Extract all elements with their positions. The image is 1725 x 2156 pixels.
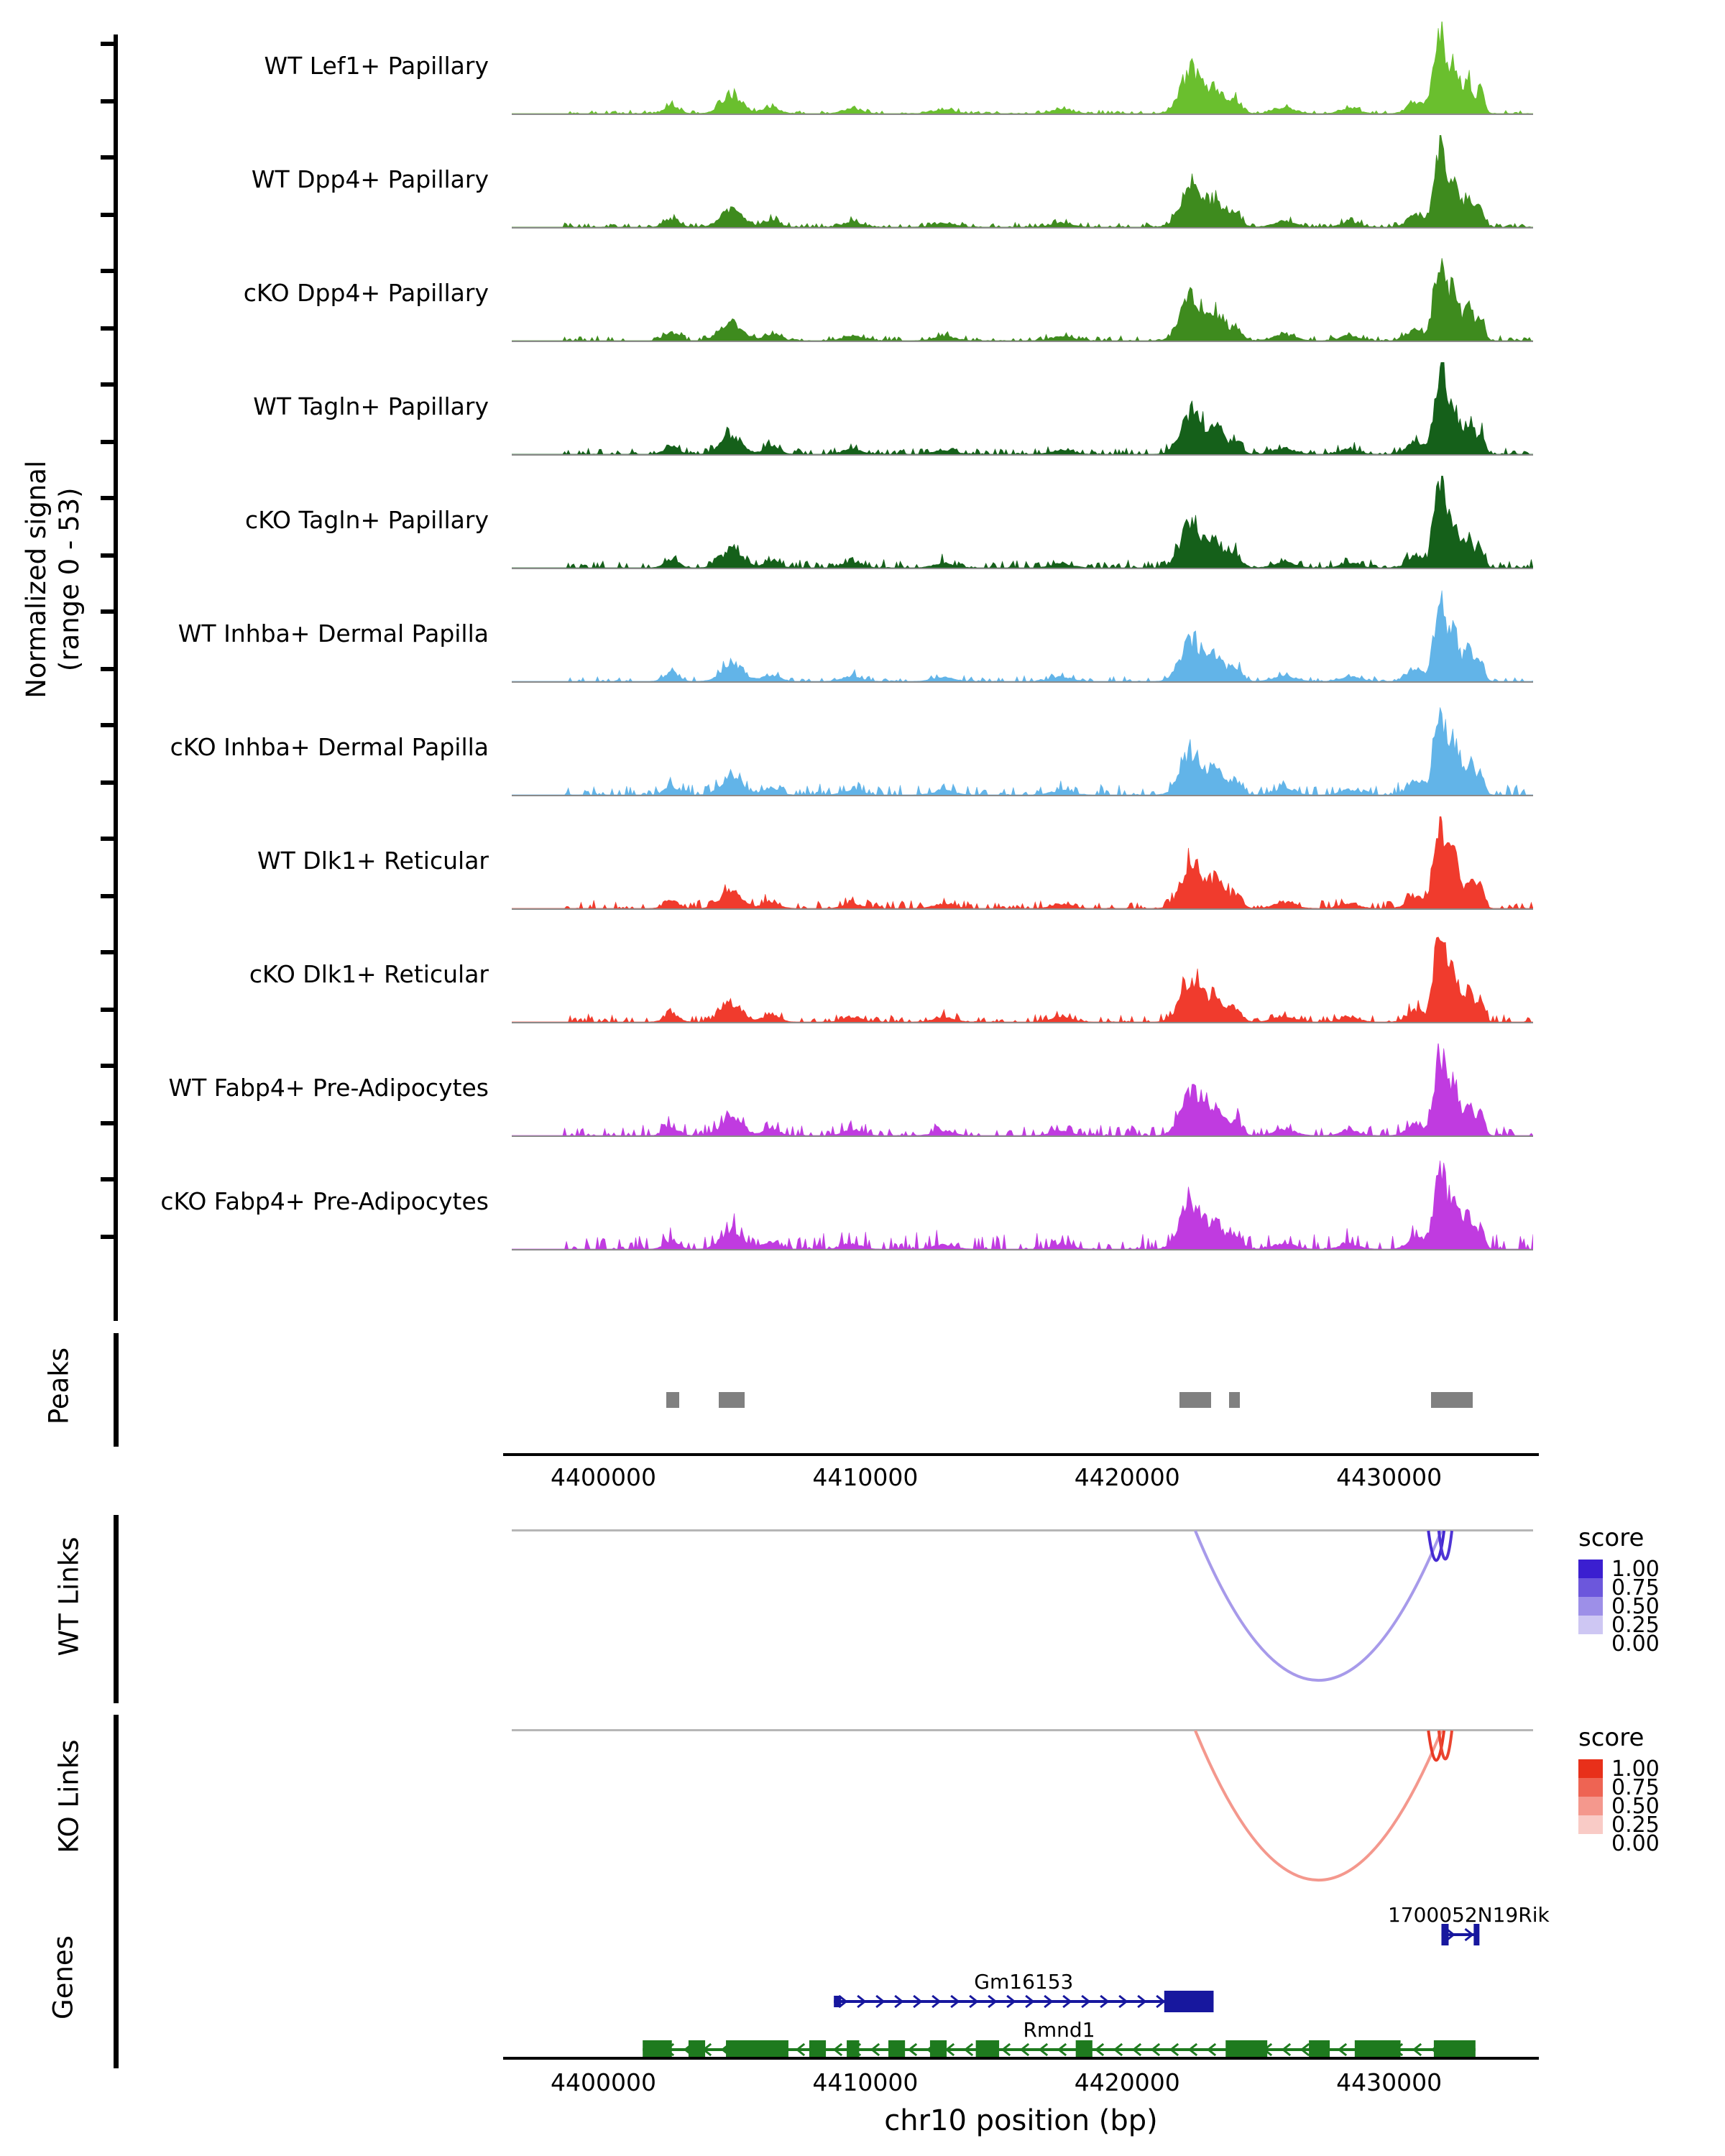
- legend-label: 0.25: [1611, 1812, 1660, 1838]
- coverage-track-baseline: [512, 454, 1533, 456]
- legend-label: 1.00: [1611, 1756, 1660, 1782]
- legend-swatch: [1578, 1815, 1603, 1834]
- legend-swatch: [1578, 1778, 1603, 1797]
- coverage-track-plot: [512, 1157, 1533, 1258]
- coverage-track-baseline: [512, 1135, 1533, 1137]
- coverage-track-label: WT Lef1+ Papillary: [264, 52, 489, 80]
- legend-label: 0.00: [1611, 1830, 1660, 1856]
- coverage-track: [0, 362, 1725, 476]
- coverage-track: [0, 1044, 1725, 1157]
- x-axis-tick-label: 4430000: [1336, 2068, 1443, 2096]
- wt-links-legend-title: score: [1578, 1524, 1644, 1552]
- coverage-track: [0, 135, 1725, 249]
- coverage-axis-tick: [101, 440, 118, 444]
- coverage-track-label: WT Tagln+ Papillary: [253, 392, 489, 420]
- coverage-axis-tick: [101, 894, 118, 898]
- x-axis-tick-label: 4410000: [812, 2068, 919, 2096]
- peak-region: [1179, 1392, 1211, 1408]
- coverage-track: [0, 930, 1725, 1044]
- wt-links-axis-bar: [114, 1515, 119, 1703]
- coverage-track-baseline: [512, 681, 1533, 683]
- coverage-axis-tick: [101, 382, 118, 387]
- legend-label: 0.00: [1611, 1631, 1660, 1657]
- ko-links-plot: [512, 1709, 1533, 1909]
- ko-links-panel: [0, 1709, 1725, 1909]
- coverage-track: [0, 589, 1725, 703]
- coverage-track-baseline: [512, 908, 1533, 910]
- coverage-track-baseline: [512, 341, 1533, 342]
- coverage-axis-tick: [101, 213, 118, 217]
- peaks-axis-bar: [114, 1333, 119, 1447]
- peak-region: [1431, 1392, 1473, 1408]
- coverage-track-plot: [512, 589, 1533, 690]
- genes-panel-label: Genes: [47, 1935, 79, 2019]
- legend-swatch: [1578, 1834, 1603, 1853]
- peaks-panel: [0, 1326, 1725, 1455]
- x-axis-tick-label: 4400000: [551, 1463, 656, 1491]
- coverage-track-label: cKO Fabp4+ Pre-Adipocytes: [160, 1187, 489, 1215]
- coverage-track-baseline: [512, 114, 1533, 115]
- coverage-axis-tick: [101, 269, 118, 273]
- gene-label: 1700052N19Rik: [1387, 1903, 1550, 1927]
- coverage-panel: [0, 22, 1725, 1322]
- x-axis-tick-label: 4420000: [1074, 2068, 1180, 2096]
- coverage-track-label: cKO Inhba+ Dermal Papilla: [170, 733, 489, 761]
- ko-links-legend-title: score: [1578, 1723, 1644, 1752]
- wt-links-legend: [1578, 1524, 1725, 1657]
- coverage-track: [0, 1157, 1725, 1271]
- legend-label: 0.50: [1611, 1793, 1660, 1819]
- coverage-track-plot: [512, 476, 1533, 576]
- peaks-panel-label: Peaks: [43, 1347, 75, 1425]
- coverage-track-baseline: [512, 1249, 1533, 1250]
- coverage-axis-tick: [101, 609, 118, 614]
- peak-region: [666, 1392, 679, 1408]
- legend-swatch: [1578, 1759, 1603, 1778]
- gene-label: Gm16153: [974, 1970, 1074, 1994]
- x-axis-tick-label: 4410000: [812, 1463, 919, 1491]
- coverage-axis-tick: [101, 553, 118, 558]
- genes-axis-bar: [114, 1903, 119, 2068]
- legend-swatch: [1578, 1634, 1603, 1653]
- coverage-track-baseline: [512, 227, 1533, 229]
- coverage-track-label: WT Fabp4+ Pre-Adipocytes: [168, 1074, 489, 1102]
- wt-links-plot: [512, 1509, 1533, 1709]
- coverage-axis-tick: [101, 950, 118, 954]
- legend-swatch: [1578, 1578, 1603, 1597]
- ko-links-panel-label: KO Links: [53, 1739, 85, 1853]
- legend-swatch: [1578, 1560, 1603, 1578]
- coverage-track-label: cKO Tagln+ Papillary: [245, 506, 489, 534]
- coverage-track: [0, 703, 1725, 816]
- x-axis-title: chr10 position (bp): [884, 2104, 1158, 2137]
- ko-links-axis-bar: [114, 1715, 119, 1903]
- wt-links-panel-label: WT Links: [53, 1537, 85, 1657]
- coverage-track-label: WT Dpp4+ Papillary: [251, 165, 489, 193]
- coverage-axis-tick: [101, 42, 118, 46]
- coverage-axis-tick: [101, 1235, 118, 1239]
- bottom-axis-ticks: [0, 2064, 1725, 2097]
- coverage-axis-tick: [101, 667, 118, 671]
- coverage-track-label: WT Dlk1+ Reticular: [257, 847, 489, 875]
- x-axis-tick-label: 4430000: [1336, 1463, 1443, 1491]
- coverage-axis-title-range: (range 0 - 53): [54, 487, 85, 672]
- coverage-axis-tick: [101, 99, 118, 103]
- bottom-axis-line: [0, 2057, 1725, 2060]
- coverage-axis-tick: [101, 496, 118, 500]
- gene-label: Rmnd1: [1023, 2018, 1095, 2042]
- coverage-track-plot: [512, 930, 1533, 1031]
- coverage-track-plot: [512, 362, 1533, 463]
- peak-region: [719, 1392, 745, 1408]
- coverage-track: [0, 816, 1725, 930]
- legend-label: 0.75: [1611, 1575, 1660, 1600]
- coverage-track-label: cKO Dpp4+ Papillary: [243, 279, 489, 307]
- coverage-axis-tick: [101, 155, 118, 160]
- peak-region: [1229, 1392, 1240, 1408]
- coverage-track: [0, 476, 1725, 589]
- legend-label: 0.50: [1611, 1593, 1660, 1619]
- coverage-track-plot: [512, 816, 1533, 917]
- legend-entry: [1578, 1830, 1725, 1856]
- coverage-track-plot: [512, 135, 1533, 236]
- peaks-lane: [512, 1392, 1533, 1408]
- coverage-track-plot: [512, 703, 1533, 803]
- coverage-axis-tick: [101, 326, 118, 331]
- ko-links-legend: [1578, 1723, 1725, 1856]
- legend-label: 1.00: [1611, 1556, 1660, 1582]
- top-axis-line: [0, 1453, 1725, 1456]
- coverage-track: [0, 249, 1725, 362]
- x-axis-tick-label: 4400000: [551, 2068, 656, 2096]
- coverage-track-baseline: [512, 1022, 1533, 1023]
- coverage-track-plot: [512, 249, 1533, 349]
- coverage-axis-tick: [101, 1177, 118, 1181]
- coverage-axis-tick: [101, 780, 118, 785]
- coverage-track-plot: [512, 1044, 1533, 1144]
- coverage-track-label: WT Inhba+ Dermal Papilla: [178, 619, 489, 648]
- coverage-axis-tick: [101, 837, 118, 841]
- legend-swatch: [1578, 1597, 1603, 1616]
- x-axis-tick-label: 4420000: [1074, 1463, 1180, 1491]
- genes-plot: [512, 1897, 1550, 2084]
- coverage-track-baseline: [512, 795, 1533, 796]
- coverage-axis-tick: [101, 723, 118, 727]
- legend-swatch: [1578, 1616, 1603, 1634]
- legend-swatch: [1578, 1797, 1603, 1815]
- coverage-track-plot: [512, 22, 1533, 122]
- legend-entry: [1578, 1631, 1725, 1657]
- coverage-track-label: cKO Dlk1+ Reticular: [249, 960, 489, 988]
- coverage-axis-title-main: Normalized signal: [20, 460, 52, 699]
- coverage-axis-tick: [101, 1008, 118, 1012]
- coverage-track-baseline: [512, 568, 1533, 569]
- legend-label: 0.25: [1611, 1612, 1660, 1638]
- coverage-track: [0, 22, 1725, 135]
- wt-links-panel: [0, 1509, 1725, 1709]
- legend-label: 0.75: [1611, 1774, 1660, 1800]
- coverage-axis-tick: [101, 1121, 118, 1125]
- coverage-axis-tick: [101, 1064, 118, 1068]
- top-axis-ticks: [0, 1459, 1725, 1492]
